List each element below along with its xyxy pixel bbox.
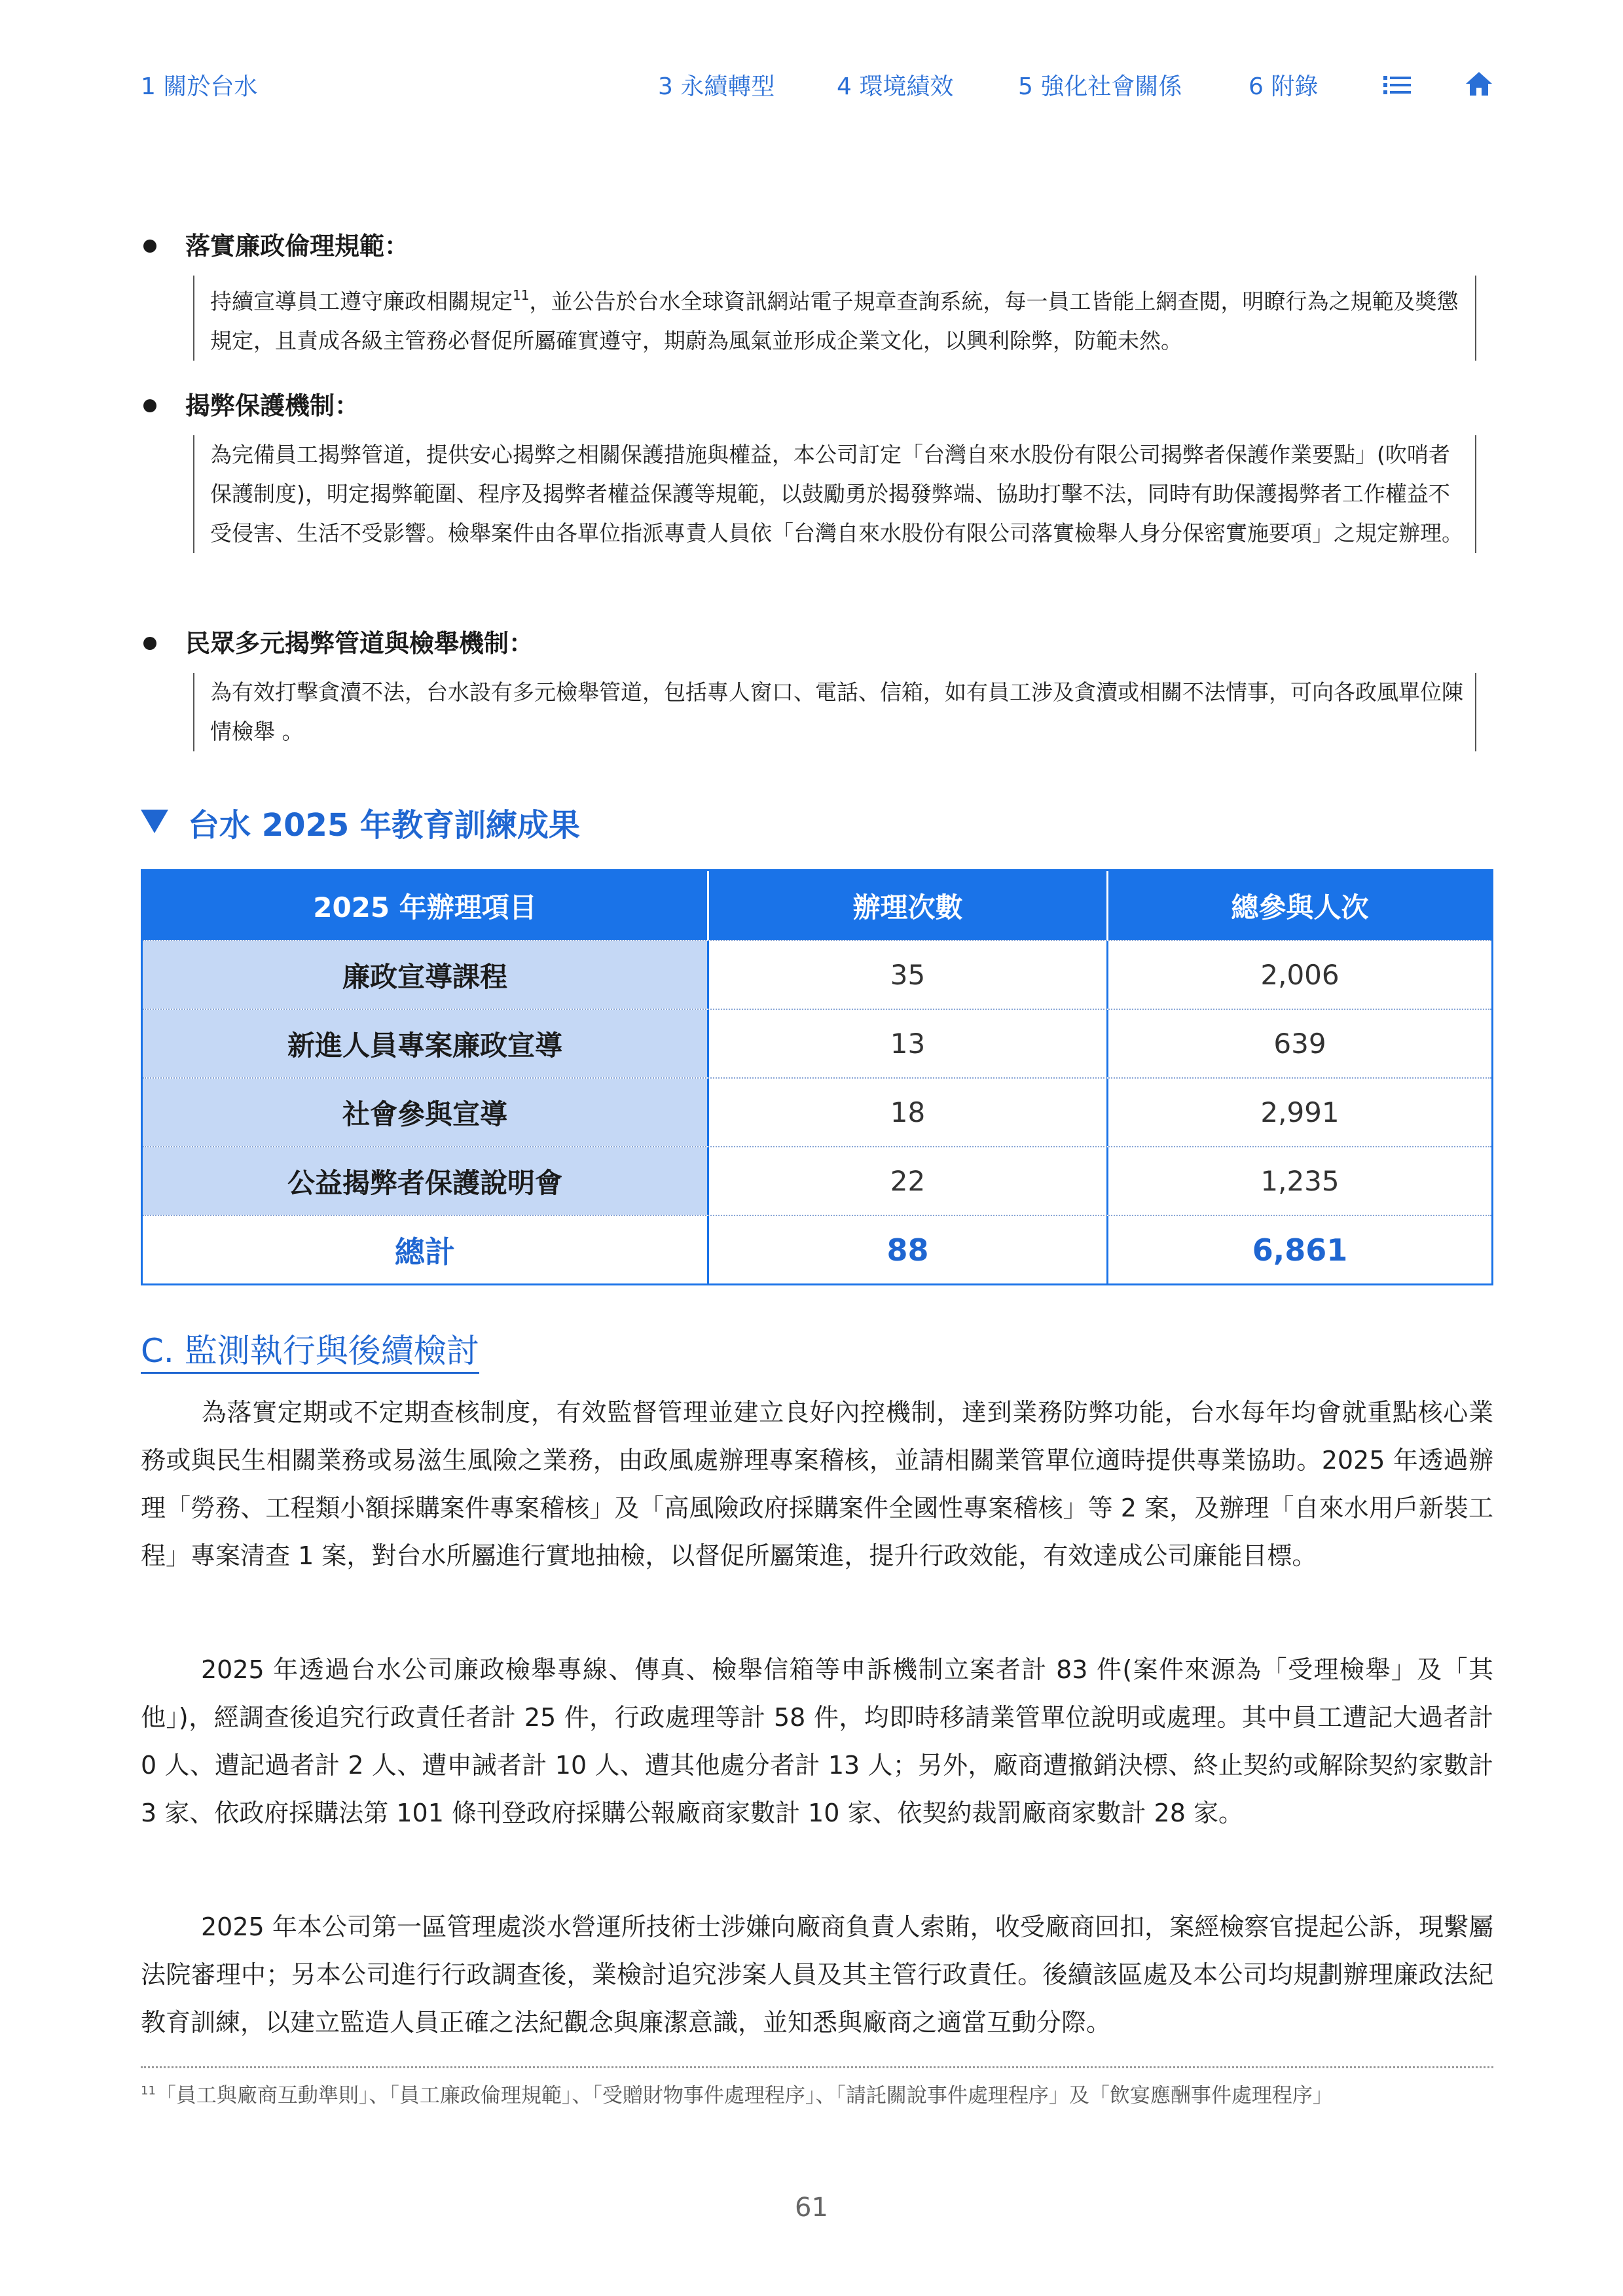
bullet-text-box: 為完備員工揭弊管道，提供安心揭弊之相關保護措施與權益，本公司訂定「台灣自來水股份有限公司揭弊者保護作業要點」(吹哨者保護制度)，明定揭弊範圍、程序及揭弊者權益保護等規範，以鼓勵勇於揭發弊端、協助打擊不法，同時有助保護揭弊者工作權益不受侵害、生活不受影響。檢舉案件由各單位指派專責人員依「台灣自來水股份有限公司落實檢舉人身分保密實施要項」之規定辦理。 bbox=[193, 435, 1476, 553]
table-cell: 新進人員專案廉政宣導 bbox=[143, 1010, 709, 1077]
table-cell: 2,991 bbox=[1260, 1096, 1340, 1128]
bullet-whistleblower-protection bbox=[141, 387, 1463, 546]
table-cell: 22 bbox=[709, 1147, 1108, 1215]
bullet-integrity-ethics bbox=[141, 228, 1459, 353]
table-header-cell: 總參與人次 bbox=[1231, 891, 1369, 924]
top-navigation bbox=[141, 65, 1493, 105]
table-cell: 6,861 bbox=[1252, 1232, 1348, 1268]
nav-link-about[interactable]: 1 關於台水 bbox=[141, 73, 258, 100]
table-cell: 88 bbox=[709, 1216, 1108, 1283]
table-row bbox=[143, 1146, 1491, 1215]
bullet-public-channels bbox=[141, 625, 1463, 744]
triangle-down-icon bbox=[141, 810, 168, 833]
list-icon[interactable] bbox=[1383, 75, 1411, 101]
paragraph: 為落實定期或不定期查核制度，有效監督管理並建立良好內控機制，達到業務防弊功能，台水每年均會就重點核心業務或與民生相關業務或易滋生風險之業務，由政風處辦理專案稽核，並請相關業管單位適時提供專業協助。2025 年透過辦理「勞務、工程類小額採購案件專案稽核」及「高風險政府採購案件全國性專案稽核」等 2 案，及辦理「自來水用戶新裝工程」專案清查 1 案，對台水所屬進行實地抽檢，以督促所屬策進，提升行政效能，有效達成公司廉能目標。 bbox=[141, 1398, 1493, 1570]
table-cell: 13 bbox=[709, 1010, 1108, 1077]
table-total-row bbox=[143, 1215, 1491, 1283]
paragraph: 2025 年本公司第一區管理處淡水營運所技術士涉嫌向廠商負責人索賄，收受廠商回扣，案經檢察官提起公訴，現繫屬法院審理中；另本公司進行行政調查後，業檢討追究涉案人員及其主管行政責任。後續該區處及本公司均規劃辦理廉政法紀教育訓練，以建立監造人員正確之法紀觀念與廉潔意識，並知悉與廠商之適當互動分際。 bbox=[141, 1912, 1493, 2037]
bullet-title: 民眾多元揭弊管道與檢舉機制： bbox=[185, 629, 534, 658]
table-row bbox=[143, 940, 1491, 1009]
table-header-cell: 2025 年辦理項目 bbox=[143, 871, 709, 940]
page-number: 61 bbox=[795, 2193, 828, 2223]
table-row bbox=[143, 1077, 1491, 1146]
bullet-text-box: 為有效打擊貪瀆不法，台水設有多元檢舉管道，包括專人窗口、電話、信箱，如有員工涉及貪瀆或相關不法情事，可向各政風單位陳情檢舉 。 bbox=[193, 673, 1476, 751]
table-cell: 社會參與宣導 bbox=[143, 1079, 709, 1146]
bullet-text-box: 持續宣導員工遵守廉政相關規定$^{11}$，並公告於台水全球資訊網站電子規章查詢系統，每一員工皆能上網查閱，明瞭行為之規範及獎懲規定，且責成各級主管務必督促所屬確實遵守，期蔚為風氣並形成企業文化，以興利除弊，防範未然。 bbox=[193, 276, 1476, 361]
home-icon[interactable] bbox=[1465, 71, 1493, 103]
table-cell: 18 bbox=[709, 1079, 1108, 1146]
table-header-cell: 辦理次數 bbox=[709, 871, 1108, 940]
table-cell: 1,235 bbox=[1260, 1165, 1340, 1197]
bullet-dot bbox=[143, 240, 156, 253]
table-cell: 廉政宣導課程 bbox=[143, 941, 709, 1009]
nav-link-sustainability[interactable]: 3 永續轉型 bbox=[658, 73, 775, 100]
table-cell: 2,006 bbox=[1260, 959, 1340, 991]
table-header-row bbox=[143, 871, 1491, 940]
paragraph: 2025 年透過台水公司廉政檢舉專線、傳真、檢舉信箱等申訴機制立案者計 83 件(案件來源為「受理檢舉」及「其他」)，經調查後追究行政責任者計 25 件，行政處理等計 58 件，均即時移請業管單位說明或處理。其中員工遭記大過者計 0 人、遭記過者計 2 人、遭申誡者計 10 人、遭其他處分者計 13 人；另外，廠商遭撤銷決標、終止契約或解除契約家數計 3 家、依政府採購法第 101 條刊登政府採購公報廠商家數計 10 家、依契約裁罰廠商家數計 28 家。 bbox=[141, 1655, 1493, 1827]
section-c-heading: C. 監測執行與後續檢討 bbox=[141, 1330, 479, 1374]
table-cell: 35 bbox=[709, 941, 1108, 1009]
table-cell: 總計 bbox=[143, 1216, 709, 1283]
footnote: $^{11}$「員工與廠商互動準則」、「員工廉政倫理規範」、「受贈財物事件處理程序」、「請託關說事件處理程序」及「飲宴應酬事件處理程序」 bbox=[141, 2084, 1333, 2108]
table-title: 台水 2025 年教育訓練成果 bbox=[141, 800, 580, 845]
nav-link-appendix[interactable]: 6 附錄 bbox=[1249, 73, 1319, 100]
footnote-ref: 11 bbox=[513, 287, 530, 303]
bullet-title: 落實廉政倫理規範： bbox=[185, 232, 410, 260]
bullet-dot bbox=[143, 399, 156, 412]
bullet-title: 揭弊保護機制： bbox=[185, 391, 360, 420]
bullet-dot bbox=[143, 637, 156, 650]
footnote-divider bbox=[141, 2066, 1493, 2068]
training-results-table bbox=[141, 869, 1493, 1285]
table-cell: 639 bbox=[1273, 1028, 1326, 1060]
table-row bbox=[143, 1009, 1491, 1077]
table-cell: 公益揭弊者保護說明會 bbox=[143, 1147, 709, 1215]
nav-link-social[interactable]: 5 強化社會關係 bbox=[1018, 73, 1182, 100]
nav-link-environment[interactable]: 4 環境績效 bbox=[837, 73, 954, 100]
